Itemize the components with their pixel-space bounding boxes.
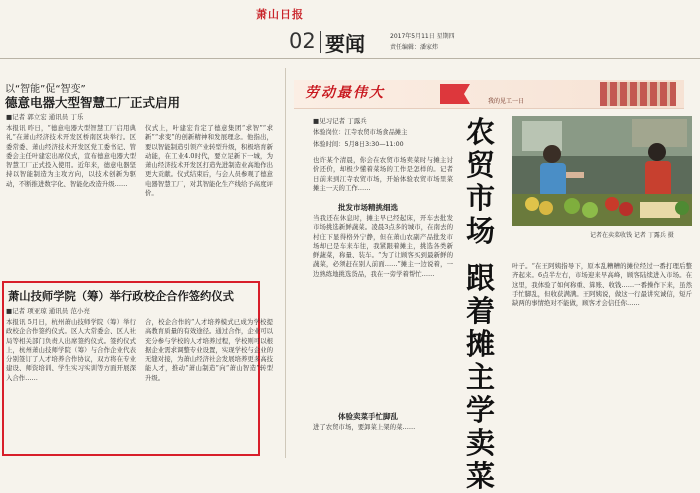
page-separator xyxy=(320,31,321,53)
article1-headline[interactable]: 德意电器大型智慧工厂正式启用 xyxy=(5,95,181,110)
editor-credit: 责任编辑：潘家炜 xyxy=(390,44,439,51)
feature-body-col2: 叶子。“在王阿姨指导下，原本乱糟糟的摊位经过一番打理后整齐起来。6点半左右，市场迎来早高峰，顾客陆续进入市场。在这里，我体验了如何称重、算账、收钱……一番操作下来，虽然手忙脚乱，但收获满满。王阿姨说，做这一行最讲究诚信，短斤缺两的事情绝对不能做，顾客才会信任你…… xyxy=(512,262,692,308)
market-photo xyxy=(512,116,692,226)
article1-body-col1: 本报讯 昨日，“德意电器大型智慧工厂启用典礼”在萧山经济技术开发区桥南区块举行。区委常委、萧山经济技术开发区党工委书记、管委会主任叶建宏出席仪式，宣布德意电器大型智慧工厂正式投入使用。近年来，德意电器坚持以智能制造为主攻方向，以技术创新为驱动，不断推进数字化、智能化改造升级…… xyxy=(6,124,136,188)
feature-subheading-2: 体验卖菜手忙脚乱 xyxy=(338,412,398,421)
feature-byline: ■见习记者 丁露兵 xyxy=(313,117,367,125)
feature-body-section1: 当我还在休息时，摊主早已经起床，开车去批发市场挑选新鲜蔬菜。凌晨3点多的城市，在南去的村庄下显得格外宁静，但在萧山农副产品批发市场却已是车来车往，我紧跟着摊主，挑选各类新鲜蔬菜，称量、装车。“为了让顾客买到最新鲜的蔬菜，必须赶在别人前面……”摊主一边说着，一边熟练地挑选货品，我在一旁学着帮忙…… xyxy=(313,214,453,278)
feature-subheading-1: 批发市场精挑细选 xyxy=(338,203,398,212)
article2-headline[interactable]: 萧山技师学院（筹）举行政校企合作签约仪式 xyxy=(8,290,234,303)
feature-job-line: 体验岗位：江寺农贸市场食品摊主 xyxy=(313,129,408,136)
feature-body-section2: 进了农贸市场，要卸菜上架的菜…… xyxy=(313,423,416,431)
market-photo-illustration xyxy=(512,116,692,226)
article1-body-col2: 仪式上，叶建宏肯定了德意集团“求智”“求新”“求变”的创新精神和发展理念。他指出，要以智能制造引领产业转型升级，积极培育新动能，在工业4.0时代，要立足新下一城，为萧山经济技术开发区打造先进制造业高地作出更大贡献。仪式结束后，与会人员参观了德意电器智慧工厂，对其智能化生产线给予高度评价。 xyxy=(145,124,273,198)
article2-byline: ■记者 项亚琼 通讯员 范小亮 xyxy=(6,307,90,315)
header-divider xyxy=(0,58,700,59)
feature-headline-part2[interactable]: 跟着摊主学卖菜 xyxy=(466,261,496,493)
article2-body-col1: 本报讯 5月日，杭州萧山技师学院（筹）举行政校企合作签约仪式。区人大常委会、区人社局等相关部门负责人出席签约仪式。签约仪式上，杭州萧山技师学院（筹）与合作企业代表分别签订了人才培养合作协议，双方将在专业建设、师资培训、学生实习实训等方面开展深入合作…… xyxy=(6,318,136,382)
feature-banner-title: 劳动最伟大 xyxy=(305,85,385,101)
article1-byline: ■记者 郭立宏 通讯员 丁乐 xyxy=(6,113,84,121)
feature-time-line: 体验时间：5月8日3:30—11:00 xyxy=(313,141,404,148)
section-title: 要闻 xyxy=(325,32,365,56)
feature-banner-subtitle: 我的见工一日 xyxy=(488,98,525,105)
banner-pattern-decoration xyxy=(600,82,676,106)
feature-headline-part1[interactable]: 农贸市场 xyxy=(466,115,496,248)
article2-body-col2: 合，校企合作的“人才培养模式已成为学校提高教育质量的有效途径。通过合作，企业可以充分参与学校的人才培养过程，学校则可以根据企业需求调整专业设置，实现学校与企业的无缝对接，为萧山经济社会发展培养更多高技能人才，推动“萧山制造”向“萧山智造”转型升级。 xyxy=(145,318,273,382)
photo-caption: 记者在卖菜收钱 记者 丁露兵 摄 xyxy=(590,232,674,239)
article1-kicker: 以“智能”促“智变” xyxy=(5,84,86,95)
masthead-logo: 萧山日报 xyxy=(256,8,304,21)
issue-date: 2017年5月11日 星期四 xyxy=(390,33,455,40)
feature-body-intro: 也许某个清晨，你会在农贸市场卖菜时与摊主讨价还价，却极少懂着菜场的工作是怎样的。记者日前来到江寺农贸市场，开始体验农贸市场里菜摊主一天的工作…… xyxy=(313,156,453,192)
page-number: 02 xyxy=(289,29,316,53)
column-divider xyxy=(285,68,286,458)
